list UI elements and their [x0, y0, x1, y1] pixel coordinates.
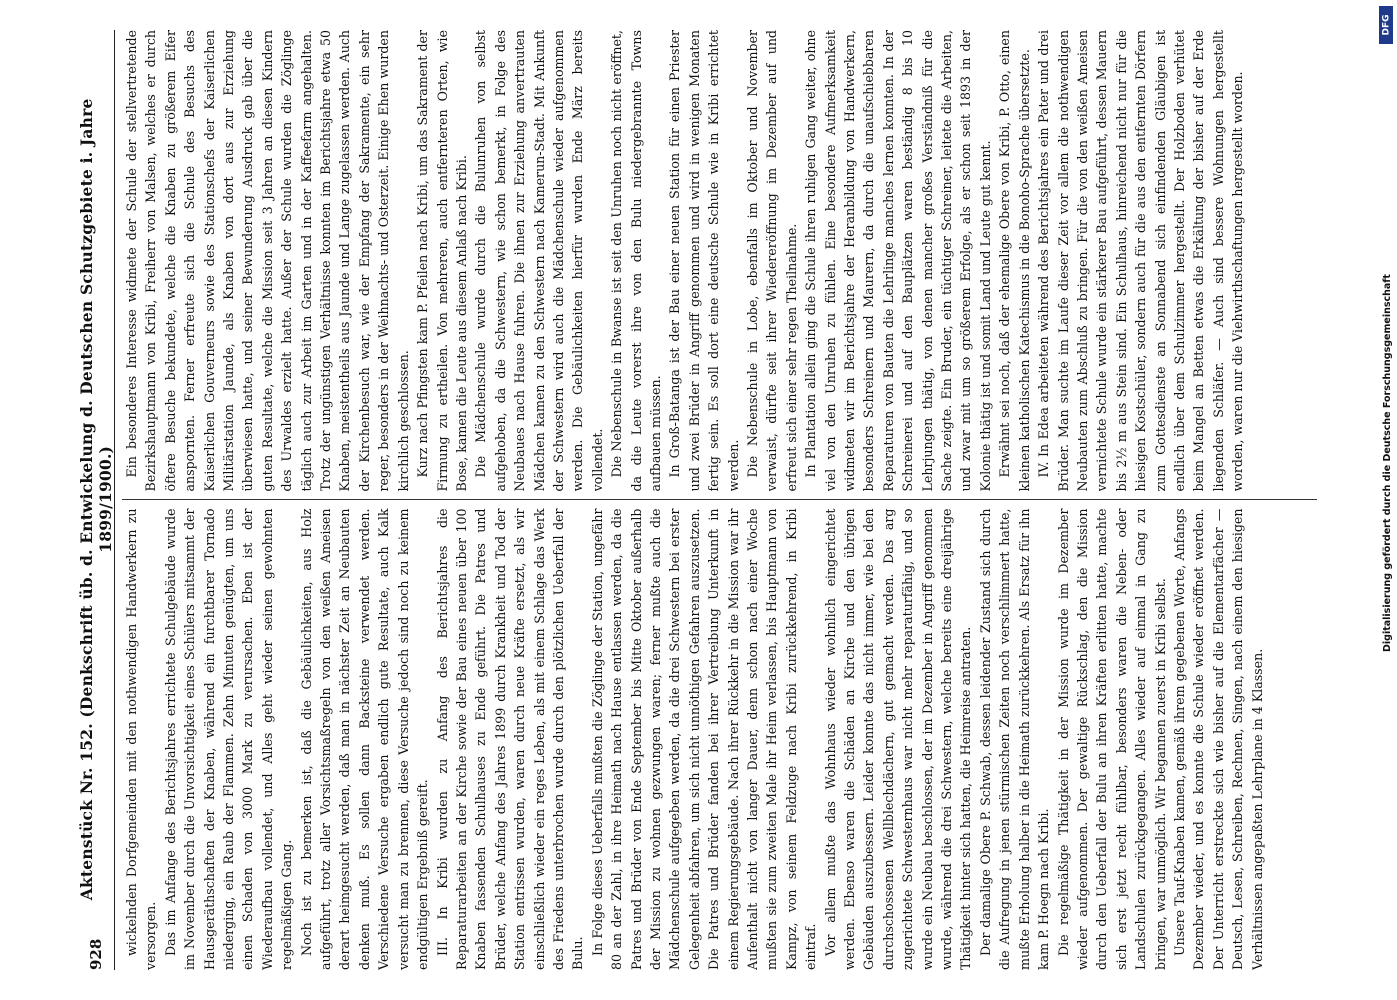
paragraph: Die Nebenschule in Bwanse ist seit den Unruhen noch nicht eröffnet, da die Leute vorerst ihre von den Bulu niedergebrannte Towns aufbauen müssen.	[609, 30, 663, 492]
paragraph: Der damalige Obere P. Schwab, dessen leidender Zustand sich durch die Aufregung in jenen stürmischen Zeiten noch verschlimmert hatte, mußte Erholung halber in die Heimath zurückkehren. Als Ersatz für ihn kam P. Hoegn nach Kribi.	[977, 508, 1052, 970]
column-divider	[122, 500, 1317, 501]
text-columns	[122, 30, 1317, 970]
paragraph: In Plantation allein ging die Schule ihren ruhigen Gang weiter, ohne viel von den Unruhen zu fühlen. Eine besondere Aufmerksamkeit widmeten wir im Berichtsjahre der Heranbildung von Handwerkern, besonders Schreinern und Maurern, da durch die unaufschiebbaren Reparaturen von Bauten die Lehrlinge manches lernen konnten. In der Schreinerei und auf den Bauplätzen waren beständig 8 bis 10 Lehrjungen thätig, von denen mancher großes Verständniß für die Sache zeigte. Ein Bruder, ein tüchtiger Schreiner, leitete die Arbeiten, und zwar mit um so größerem Erfolge, als er schon seit 1893 in der Kolonie thätig ist und somit Land und Leute gut kennt.	[803, 30, 993, 492]
paragraph: Die Nebenschule in Lobe, ebenfalls im Oktober und November verwaist, dürfte seit ihrer Wiedereröffnung im Dezember auf und erfreut sich einer sehr regen Theilnahme.	[745, 30, 799, 492]
page-number: 928	[87, 938, 105, 970]
paragraph: Die Mädchenschule wurde durch die Bulunruhen von selbst aufgehoben, da die Schwestern, wie schon bemerkt, in Folge des Neubaues nach Hause fuhren. Die ihnen zur Erziehung anvertrauten Mädchen kamen zu den Schwestern nach Kamerun-Stadt. Mit Ankunft der Schwestern wird auch die Mädchenschule wieder aufgenommen werden. Die Gebäulichkeiten hierfür wurden Ende März bereits vollendet.	[473, 30, 605, 492]
paragraph: Das im Anfange des Berichtsjahres errichtete Schulgebäude wurde im November durch die Unvorsichtigkeit eines Schülers mitsammt der Hausgeräthschaften der Knaben, während ein furchtbarer Tornado niederging, ein Raub der Flammen. Zehn Minuten genügten, um uns einen Schaden von 3000 Mark zu verursachen. Eben ist der Wiederaufbau vollendet, und Alles geht wieder seinen gewohnten regelmäßigen Gang.	[162, 508, 295, 970]
paragraph: Unsere Tauf-Knaben kamen, gemäß ihrem gegebenen Worte, Anfangs Dezember wieder, und es konnte die Schule wieder eröffnet werden. Der Unterricht erstreckte sich wie bisher auf die Elementarfächer — Deutsch, Lesen, Schreiben, Rechnen, Singen, nach einem den hiesigen Verhältnissen angepaßten Lehrplane in 4 Klassen.	[1171, 508, 1265, 970]
digitization-sidebar	[1375, 0, 1397, 1000]
running-title: Aktenstück Nr. 152. (Denkschrift üb. d. Entwickelung d. Deutschen Schutzgebiete i. Jahre 1899/1900.)	[77, 98, 115, 901]
paragraph: Kurz nach Pfingsten kam P. Pfeilen nach Kribi, um das Sakrament der Firmung zu ertheilen. Von mehreren, auch entfernteren Orten, wie Bose, kamen die Leute aus diesem Anlaß nach Kribi.	[415, 30, 469, 492]
paragraph: Erwähnt sei noch, daß der ehemalige Obere von Kribi, P. Otto, einen kleinen katholischen Katechismus in die Bonoho-Sprache übersetzte.	[997, 30, 1032, 492]
digitization-note: Digitalisierung gefördert durch die Deutsche Forschungsgemeinschaft	[1382, 274, 1393, 652]
paragraph: IV. In Edea arbeiteten während des Berichtsjahres ein Pater und drei Brüder. Man suchte im Laufe dieser Zeit vor allem die nothwendigen Neubauten zum Abschluß zu bringen. Für die von den weißen Ameisen vernichtete Schule wurde ein stärkerer Bau aufgeführt, dessen Mauern bis 2½ m aus Stein sind. Ein Schulhaus, hinreichend nicht nur für die hiesigen Kostschüler, sondern auch für die aus den entfernten Dörfern zum Gottesdienste an Sonnabend sich einfindenden Gläubigen ist endlich über dem Schulzimmer hergestellt. Der Holzboden verhütet beim Mangel an Betten etwas die Erkältung der bisher auf der Erde liegenden Schläfer. — Auch sind bessere Wohnungen hergestellt worden, waren nur die Viehwirthschaftungen hergestellt worden.	[1036, 30, 1246, 492]
paragraph: III. In Kribi wurden zu Anfang des Berichtsjahres die Reparaturarbeiten an der Kirche sowie der Bau eines neuen über 100 Knaben fassenden Schulhauses zu Ende geführt. Die Patres und Brüder, welche Anfang des Jahres 1899 durch Krankheit und Tod der Station entrissen wurden, waren durch neue Kräfte ersetzt, als wir einschließlich wieder ein reges Leben, als mit einem Schlage das Werk des Friedens unterbrochen wurde durch den plötzlichen Ueberfall der Bulu.	[434, 508, 586, 970]
paragraph: Noch ist zu bemerken ist, daß die Gebäulichkeiten, aus Holz aufgeführt, trotz aller Vorsichtsmaßregeln von den weißen Ameisen derart heimgesucht werden, daß man in nächster Zeit an Neubauten denken muß. Es sollen dann Backsteine verwendet werden. Verschiedene Versuche ergaben endlich gute Resultate, auch Kalk versucht man zu brennen, diese Versuche jedoch sind noch zu keinem endgültigen Ergebniß gereift.	[298, 508, 431, 970]
dfg-logo: DFG	[1379, 6, 1393, 44]
paragraph: In Groß-Batanga ist der Bau einer neuen Station für einen Priester und zwei Brüder in Angriff genommen und wird in wenigen Monaten fertig sein. Es soll dort eine deutsche Schule wie in Kribi errichtet werden.	[667, 30, 741, 492]
paragraph: Ein besonderes Interesse widmete der Schule der stellvertretende Bezirkshauptmann von Kribi, Freiherr von Malsen, welches er durch öftere Besuche bekundete, welche die Knaben zu größerem Eifer anspornten. Ferner erfreute sich die Schule des Besuchs des Kaiserlichen Gouverneurs sowie des Stationschefs der Kaiserlichen Militärstation Jaunde, als Knaben von dort aus zur Erziehung überwiesen hatte, und seiner Bewunderung Ausdruck gab über die guten Resultate, welche die Mission seit 3 Jahren an diesen Kindern des Urwaldes erzielt hatte. Außer der Schule wurden die Zöglinge täglich auch zur Arbeit im Garten und in der Kaffeefarm angehalten. Trotz der ungünstigen Verhältnisse konnten im Berichtsjahre etwa 50 Knaben, meistentheils aus Jaunde und Lange zugelassen werden. Auch der Kirchenbesuch war, wie der Empfang der Sakramente, ein sehr reger, besonders in der Weihnachts- und Osterzeit. Einige Ehen wurden kirchlich geschlossen.	[124, 30, 411, 492]
paragraph: In Folge dieses Ueberfalls mußten die Zöglinge der Station, ungefähr 80 an der Zahl, in ihre Heimath nach Hause entlassen werden, da die Patres und Brüder von Ende September bis Mitte Oktober außerhalb der Mission zu wohnen gezwungen waren; ferner mußte auch die Mädchenschule aufgegeben werden, da die drei Schwestern bei erster Gelegenheit abfahren, um sich nicht unnöthigen Gefahren auszusetzen. Die Patres und Brüder fanden bei ihrer Vertreibung Unterkunft in einem Regierungsgebäude. Nach ihrer Rückkehr in die Mission war ihr Aufenthalt nicht von langer Dauer, denn schon nach einer Woche mußten sie zum zweiten Male ihr Heim verlassen, bis Hauptmann von Kampz, von seinem Feldzuge nach Kribi zurückkehrend, in Kribi eintraf.	[589, 508, 819, 970]
rotated-document-page	[78, 30, 1323, 970]
left-column	[122, 509, 1317, 971]
page-header	[78, 30, 115, 970]
paragraph: Vor allem mußte das Wohnhaus wieder wohnlich eingerichtet werden. Ebenso waren die Schäden an Kirche und den übrigen Gebäuden auszubessern. Leider konnte das nicht immer, wie bei den durchschossenen Wellblechdächern, gut gemacht werden. Das arg zugerichtete Schwesternhaus war nicht mehr reparaturfähig, und so wurde ein Neubau beschlossen, der im Dezember in Angriff genommen wurde, während die drei Schwestern, welche bereits eine dreijährige Thätigkeit hinter sich hatten, die Heimreise antraten.	[822, 508, 974, 970]
right-column	[122, 30, 1317, 492]
paragraph: Die regelmäßige Thätigkeit in der Mission wurde im Dezember wieder aufgenommen. Der gewaltige Rückschlag, den die Mission durch den Ueberfall der Bulu an ihren Kräften erlitten hatte, machte sich erst jetzt recht fühlbar, besonders waren die Neben- oder Landschulen zurückgegangen. Alles wieder auf einmal in Gang zu bringen, war unmöglich. Wir begannen zuerst in Kribi selbst.	[1055, 508, 1168, 970]
paragraph: wickelnden Dorfgemeinden mit den nothwendigen Handwerkern zu versorgen.	[124, 508, 159, 970]
